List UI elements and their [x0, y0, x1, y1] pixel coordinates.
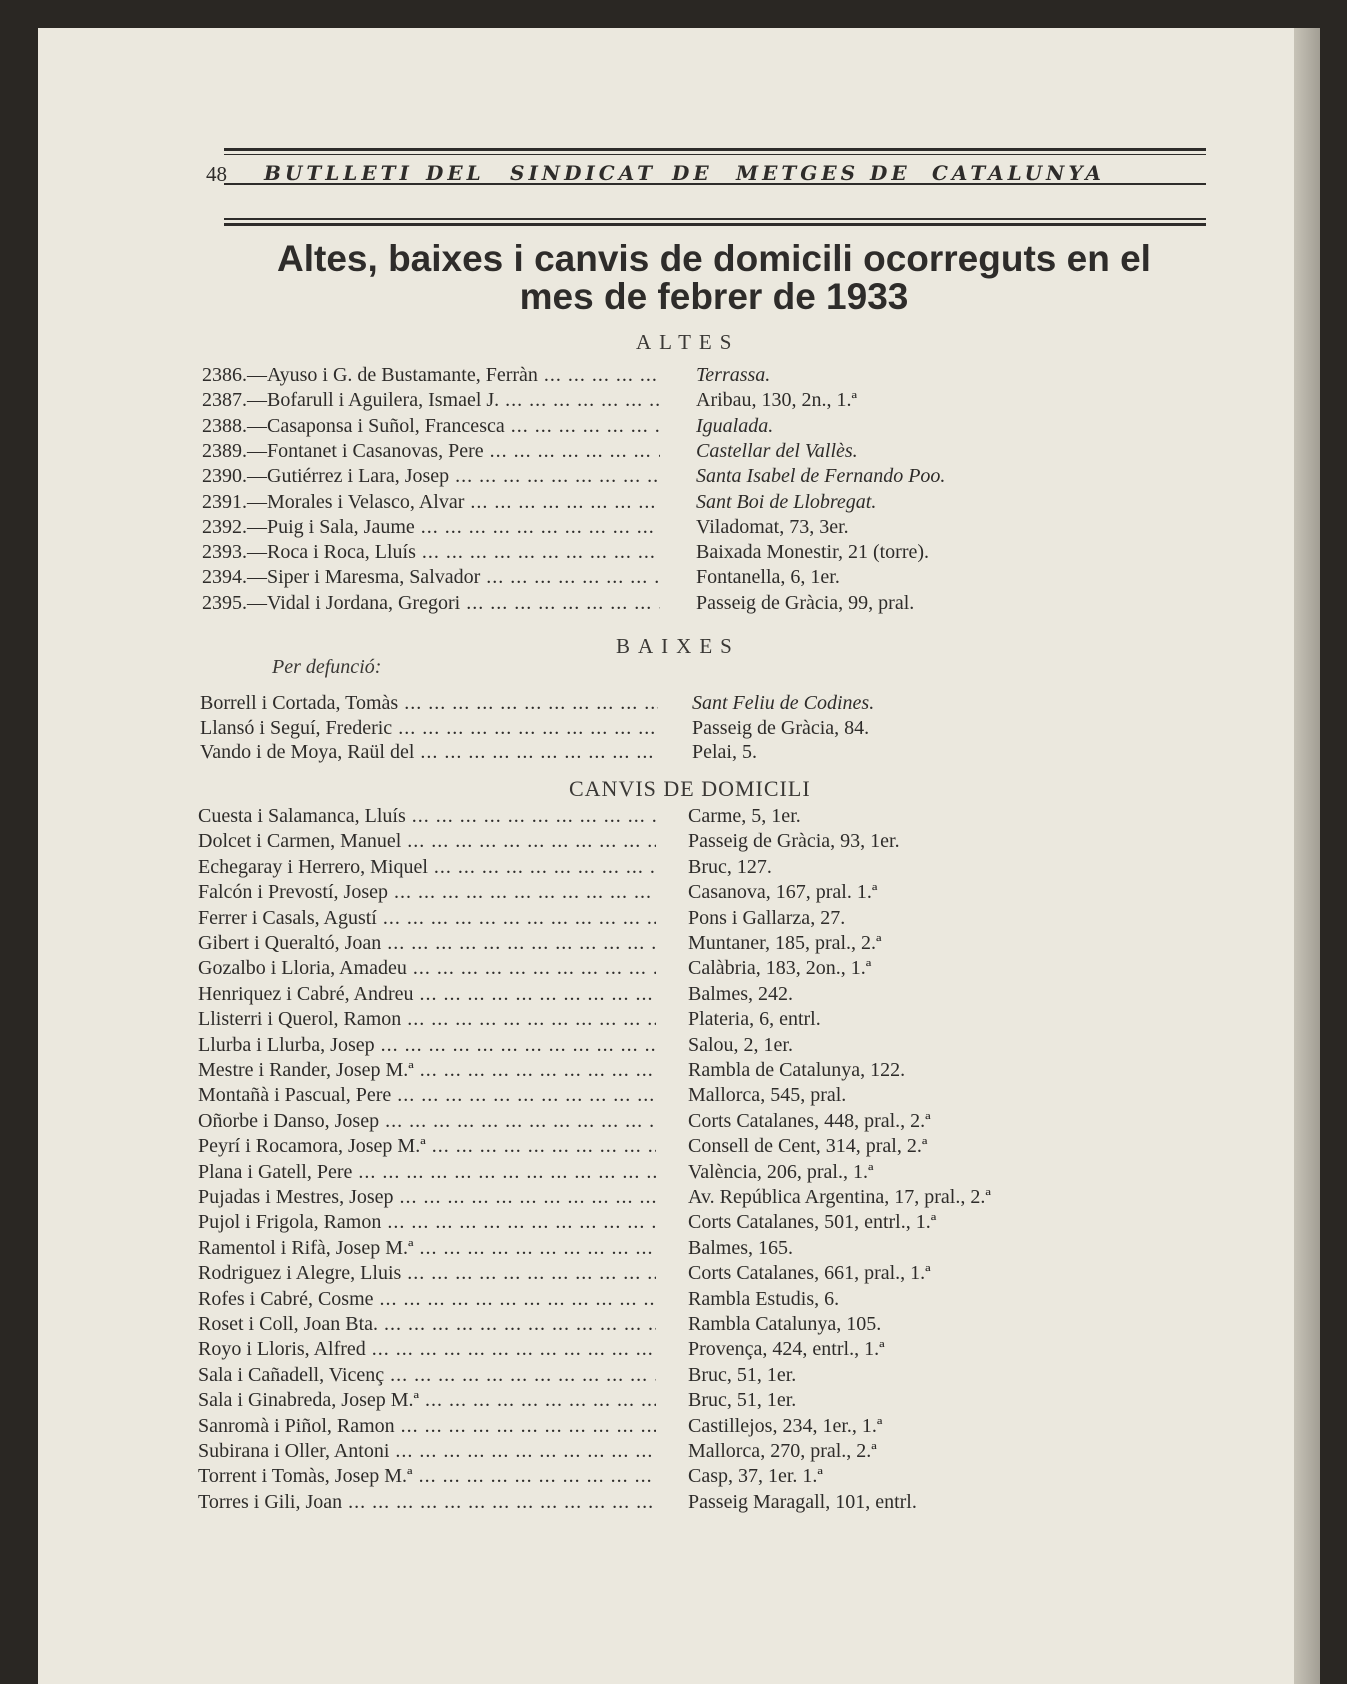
canvis-entry-address: Bruc, 51, 1er. — [688, 1389, 797, 1412]
canvis-entry-name: Montañà i Pascual, Pere ... . — [198, 1084, 656, 1107]
altes-entry-address: Aribau, 130, 2n., 1.ª — [696, 389, 858, 412]
canvis-entry — [198, 1084, 1018, 1109]
page-title-line2: mes de febrer de 1933 — [519, 276, 909, 317]
canvis-entry-address: Castillejos, 234, 1er., 1.ª — [688, 1414, 883, 1437]
altes-entry-name: 2394.—Siper i Maresma, Salvador ... . — [202, 566, 660, 589]
header-word-6: DE — [870, 161, 911, 185]
canvis-entry-address: Corts Catalanes, 448, pral., 2.ª — [688, 1109, 931, 1132]
altes-entry-name: 2393.—Roca i Roca, Lluís ... . — [202, 541, 660, 564]
altes-entry-address: Sant Boi de Llobregat. — [696, 490, 877, 513]
canvis-entry-name: Rodriguez i Alegre, Lluis ... . — [198, 1262, 656, 1285]
canvis-entry-name: Torres i Gili, Joan ... . — [198, 1491, 656, 1514]
altes-entry — [202, 364, 1022, 389]
section-heading-altes: ALTES — [636, 330, 740, 354]
page-title-line1: Altes, baixes i canvis de domicili ocorreguts en el — [277, 238, 1151, 279]
canvis-entry — [198, 907, 1018, 932]
canvis-entry-name: Subirana i Oller, Antoni ... . — [198, 1440, 656, 1463]
canvis-entry-name: Gozalbo i Lloria, Amadeu ... . — [198, 957, 656, 980]
canvis-entry — [198, 1288, 1018, 1313]
canvis-entry-name: Cuesta i Salamanca, Lluís ... . — [198, 805, 656, 828]
canvis-entry-address: Corts Catalanes, 501, entrl., 1.ª — [688, 1211, 937, 1234]
altes-entry-address: Viladomat, 73, 3er. — [696, 515, 849, 538]
header-word-3: SINDICAT — [510, 161, 657, 185]
canvis-entry-name: Gibert i Queraltó, Joan ... . — [198, 932, 656, 955]
canvis-entry-name: Pujadas i Mestres, Josep ... . — [198, 1186, 656, 1209]
canvis-entry-name: Henriquez i Cabré, Andreu ... . — [198, 983, 656, 1006]
altes-entry-name: 2392.—Puig i Sala, Jaume ... . — [202, 516, 660, 539]
header-word-7: CATALUNYA — [932, 161, 1105, 185]
canvis-entry-address: Balmes, 242. — [688, 982, 793, 1005]
section-heading-canvis: CANVIS DE DOMICILI — [569, 776, 811, 801]
header-word-1: BUTLLETI — [264, 161, 413, 185]
canvis-entry-name: Mestre i Rander, Josep M.ª ... . — [198, 1059, 656, 1082]
canvis-entry-address: Mallorca, 545, pral. — [688, 1084, 847, 1107]
canvis-entry-name: Llurba i Llurba, Josep ... . — [198, 1034, 656, 1057]
canvis-entry-name: Sanromà i Piñol, Ramon ... . — [198, 1415, 656, 1438]
canvis-entry — [198, 1110, 1018, 1135]
canvis-entry-name: Peyrí i Rocamora, Josep M.ª ... . — [198, 1135, 656, 1158]
section-heading-baixes: BAIXES — [616, 634, 740, 658]
header-word-4: DE — [672, 161, 713, 185]
canvis-entry-address: Muntaner, 185, pral., 2.ª — [688, 932, 882, 954]
canvis-entry — [198, 881, 1018, 906]
altes-entry-address: Igualada. — [696, 414, 774, 437]
baixes-entry-name: Borrell i Cortada, Tomàs ... . — [200, 692, 658, 715]
altes-entry-name: 2386.—Ayuso i G. de Bustamante, Ferràn ... . — [202, 364, 660, 387]
canvis-entry-address: Casanova, 167, pral. 1.ª — [688, 881, 878, 904]
canvis-entry-name: Ferrer i Casals, Agustí ... . — [198, 907, 656, 930]
header-word-5: METGES — [736, 161, 860, 185]
canvis-entry-address: Balmes, 165. — [688, 1236, 793, 1259]
canvis-entry-address: Passeig Maragall, 101, entrl. — [688, 1490, 917, 1513]
canvis-entry — [198, 1364, 1018, 1389]
canvis-entry-address: Corts Catalanes, 661, pral., 1.ª — [688, 1262, 931, 1285]
altes-entry-name: 2391.—Morales i Velasco, Alvar ... . — [202, 491, 660, 514]
canvis-entry — [198, 1491, 1018, 1516]
canvis-entry-address: Provença, 424, entrl., 1.ª — [688, 1338, 885, 1361]
canvis-entry-address: Av. República Argentina, 17, pral., 2.ª — [688, 1186, 991, 1208]
altes-entry — [202, 516, 1022, 541]
canvis-entry-address: Calàbria, 183, 2on., 1.ª — [688, 957, 872, 980]
header-rule-bottom — [224, 218, 1206, 220]
canvis-entry-name: Ramentol i Rifà, Josep M.ª ... . — [198, 1237, 656, 1260]
baixes-entry-name: Llansó i Seguí, Frederic ... . — [200, 717, 658, 740]
canvis-entry — [198, 1415, 1018, 1440]
altes-entry — [202, 491, 1022, 516]
canvis-entry-name: Rofes i Cabré, Cosme ... . — [198, 1288, 656, 1311]
canvis-entry — [198, 957, 1018, 982]
canvis-entry — [198, 1135, 1018, 1160]
canvis-entry-name: Echegaray i Herrero, Miquel ... . — [198, 856, 656, 879]
altes-entry — [202, 389, 1022, 414]
altes-entry-address: Santa Isabel de Fernando Poo. — [696, 465, 946, 488]
canvis-entry — [198, 932, 1018, 957]
canvis-entry-name: Royo i Lloris, Alfred ... . — [198, 1338, 656, 1361]
header-rule-top — [224, 148, 1206, 151]
canvis-entry-name: Dolcet i Carmen, Manuel ... . — [198, 830, 656, 853]
canvis-entry — [198, 1008, 1018, 1033]
canvis-entry — [198, 805, 1018, 830]
canvis-entry-address: Rambla Estudis, 6. — [688, 1287, 840, 1310]
header-rule-top-thin — [224, 154, 1206, 155]
canvis-entry — [198, 1465, 1018, 1490]
canvis-entry — [198, 1440, 1018, 1465]
canvis-entry-name: Llisterri i Querol, Ramon ... . — [198, 1008, 656, 1031]
canvis-entry-address: Casp, 37, 1er. 1.ª — [688, 1465, 823, 1488]
altes-entry-address: Terrassa. — [696, 364, 771, 386]
canvis-entry-address: Bruc, 51, 1er. — [688, 1363, 797, 1386]
canvis-entry-name: Torrent i Tomàs, Josep M.ª ... . — [198, 1465, 656, 1488]
altes-entry-address: Castellar del Vallès. — [696, 439, 858, 462]
canvis-entry-address: Consell de Cent, 314, pral, 2.ª — [688, 1135, 928, 1158]
baixes-entry-address: Pelai, 5. — [692, 741, 757, 763]
altes-entry-address: Baixada Monestir, 21 (torre). — [696, 541, 930, 564]
canvis-entry — [198, 1237, 1018, 1262]
altes-entry-name: 2390.—Gutiérrez i Lara, Josep ... . — [202, 465, 660, 488]
canvis-entry-address: Rambla de Catalunya, 122. — [688, 1059, 906, 1081]
canvis-entry-address: Rambla Catalunya, 105. — [688, 1313, 882, 1335]
canvis-entry — [198, 983, 1018, 1008]
canvis-entry — [198, 1211, 1018, 1236]
canvis-entry — [198, 830, 1018, 855]
canvis-entry — [198, 1059, 1018, 1084]
altes-entry — [202, 592, 1022, 617]
altes-entry — [202, 465, 1022, 490]
canvis-entry — [198, 1034, 1018, 1059]
baixes-entry-address: Passeig de Gràcia, 84. — [692, 716, 870, 739]
altes-entry-name: 2387.—Bofarull i Aguilera, Ismael J. ... . — [202, 389, 660, 412]
baixes-entry-address: Sant Feliu de Codines. — [692, 692, 875, 714]
altes-entry — [202, 415, 1022, 440]
altes-entry-name: 2388.—Casaponsa i Suñol, Francesca ... . — [202, 415, 660, 438]
canvis-entry — [198, 1161, 1018, 1186]
baixes-subheading: Per defunció: — [272, 656, 382, 678]
canvis-entry-address: Salou, 2, 1er. — [688, 1033, 793, 1056]
canvis-entry — [198, 856, 1018, 881]
canvis-entry — [198, 1262, 1018, 1287]
canvis-entry-address: Passeig de Gràcia, 93, 1er. — [688, 830, 900, 853]
baixes-entry — [200, 741, 1020, 766]
header-rule-bottom-thick — [224, 223, 1206, 226]
baixes-entry-name: Vando i de Moya, Raül del ... . — [200, 741, 658, 764]
baixes-entry — [200, 717, 1020, 742]
altes-entry — [202, 541, 1022, 566]
canvis-entry-name: Sala i Ginabreda, Josep M.ª ... . — [198, 1389, 656, 1412]
canvis-entry-name: Plana i Gatell, Pere ... . — [198, 1161, 656, 1184]
baixes-entry — [200, 692, 1020, 717]
canvis-entry-address: Mallorca, 270, pral., 2.ª — [688, 1440, 877, 1462]
canvis-entry — [198, 1313, 1018, 1338]
document-page — [38, 28, 1320, 1684]
altes-entry-name: 2395.—Vidal i Jordana, Gregori ... . — [202, 592, 660, 615]
page-gutter — [1294, 28, 1320, 1684]
canvis-entry-address: Pons i Gallarza, 27. — [688, 906, 846, 929]
canvis-entry-address: Bruc, 127. — [688, 855, 772, 878]
canvis-entry-name: Falcón i Prevostí, Josep ... . — [198, 881, 656, 904]
canvis-entry — [198, 1389, 1018, 1414]
header-word-2: DEL — [426, 161, 485, 185]
canvis-entry — [198, 1338, 1018, 1363]
altes-entry — [202, 566, 1022, 591]
canvis-entry-name: Pujol i Frigola, Ramon ... . — [198, 1211, 656, 1234]
altes-entry-name: 2389.—Fontanet i Casanovas, Pere ... . — [202, 440, 660, 463]
canvis-entry-address: València, 206, pral., 1.ª — [688, 1160, 874, 1183]
canvis-entry-address: Plateria, 6, entrl. — [688, 1008, 821, 1031]
canvis-entry-name: Roset i Coll, Joan Bta. ... . — [198, 1313, 656, 1336]
canvis-entry-name: Sala i Cañadell, Vicenç ... . — [198, 1364, 656, 1387]
altes-entry — [202, 440, 1022, 465]
altes-entry-address: Fontanella, 6, 1er. — [696, 566, 840, 589]
altes-entry-address: Passeig de Gràcia, 99, pral. — [696, 591, 915, 614]
canvis-entry-name: Oñorbe i Danso, Josep ... . — [198, 1110, 656, 1133]
page-number: 48 — [206, 162, 227, 186]
canvis-entry — [198, 1186, 1018, 1211]
canvis-entry-address: Carme, 5, 1er. — [688, 805, 801, 827]
